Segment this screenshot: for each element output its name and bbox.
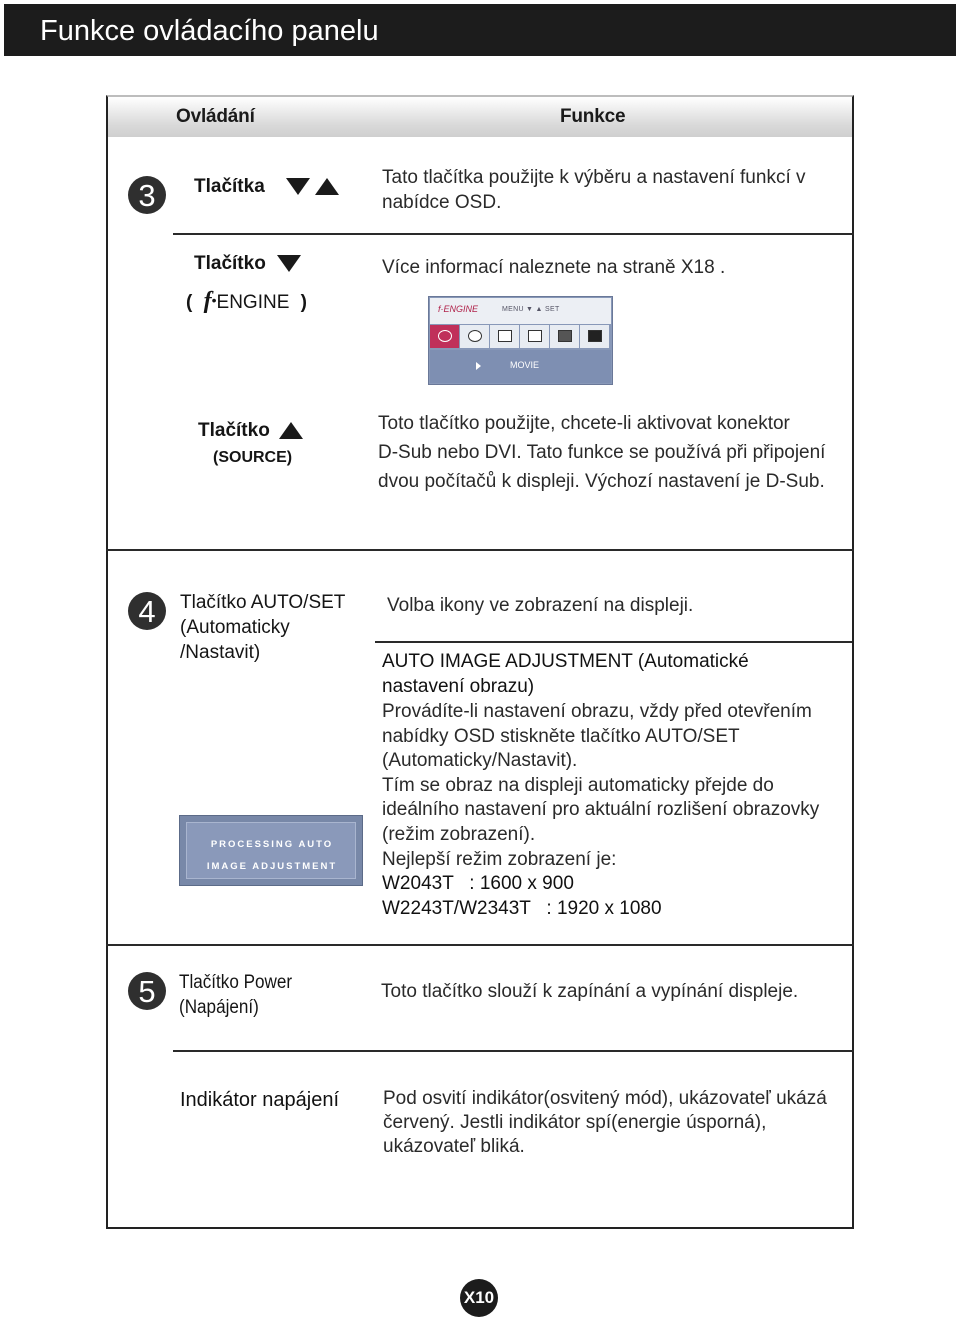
fengine-controls-hint: MENU ▼ ▲ SET — [502, 306, 560, 313]
fengine-button-label-text: Tlačítko — [194, 253, 266, 274]
source-button-label — [198, 419, 303, 443]
internet-icon — [460, 325, 489, 348]
section-divider — [106, 944, 854, 946]
nav-buttons-label-text: Tlačítka — [194, 176, 265, 197]
normal-icon — [520, 325, 549, 348]
paren-close: ) — [300, 292, 307, 313]
f-engine-logo-letter: f — [203, 288, 212, 314]
user-icon — [490, 325, 519, 348]
heading-line: nastavení obrazu) — [382, 675, 535, 697]
indicator-text-line: Pod osvití indikátor(osvitený mód), ukázovateľ ukázá — [383, 1088, 827, 1109]
processing-text-line: PROCESSING AUTO — [210, 839, 334, 850]
section-number-5: 5 — [128, 972, 166, 1010]
body-line: (Automaticky/Nastavit). — [382, 750, 578, 772]
body-line: Nejlepší režim zobrazení je: — [382, 848, 617, 870]
display-mode-line: W2043T : 1600 x 900 — [382, 873, 574, 895]
exit-icon — [550, 325, 579, 348]
heading-line: AUTO IMAGE ADJUSTMENT (Automatické — [382, 651, 749, 672]
power-button-label — [179, 970, 292, 1020]
page-number-badge: X10 — [460, 1279, 498, 1317]
fengine-menu-topbar — [430, 298, 611, 324]
source-text-line: dvou počítačů k displeji. Výchozí nastavení je D-Sub. — [378, 471, 825, 492]
fengine-selected-mode: MOVIE — [510, 360, 540, 370]
body-line: ideálního nastavení pro aktuální rozlišení obrazovky — [382, 799, 820, 821]
auto-set-description: Volba ikony ve zobrazení na displeji. — [387, 595, 694, 616]
processing-auto-osd-box — [179, 815, 363, 886]
divider — [173, 1050, 854, 1052]
source-text-line: D-Sub nebo DVI. Tato funkce se používá při připojení — [378, 442, 826, 463]
divider — [375, 641, 852, 643]
up-arrow-icon — [315, 178, 339, 195]
auto-set-label-line: Tlačítko AUTO/SET — [180, 592, 346, 613]
nav-buttons-text-line: Tato tlačítka použijte k výběru a nastavení funkcí v — [382, 167, 806, 188]
fengine-button-sub — [186, 288, 307, 315]
fengine-osd-menu — [428, 296, 613, 385]
fengine-selected-row — [430, 350, 611, 383]
auto-set-button-label — [180, 590, 345, 665]
power-indicator-label: Indikátor napájení — [180, 1089, 340, 1111]
paren-open: ( — [186, 292, 193, 313]
auto-set-label-line: (Automaticky — [180, 617, 290, 638]
nav-buttons-label — [194, 175, 339, 199]
body-line: nabídky OSD stiskněte tlačítko AUTO/SET — [382, 725, 740, 747]
source-button-sub: (SOURCE) — [213, 449, 293, 466]
body-line: Provádíte-li nastavení obrazu, vždy před otevřením — [382, 701, 812, 722]
body-line: (režim zobrazení). — [382, 823, 536, 845]
fengine-brand: f·ENGINE — [438, 304, 479, 314]
column-header-function: Funkce — [560, 106, 626, 127]
fengine-description: Více informací naleznete na straně X18 . — [382, 257, 726, 278]
column-header-control: Ovládání — [176, 106, 255, 127]
up-arrow-icon — [279, 422, 303, 439]
divider — [173, 233, 854, 235]
power-description: Toto tlačítko slouží k zapínání a vypínání displeje. — [381, 981, 799, 1002]
power-indicator-description — [383, 1087, 827, 1159]
nav-buttons-text-line: nabídce OSD. — [382, 191, 502, 213]
source-button-label-text: Tlačítko — [198, 420, 270, 441]
section-divider — [106, 549, 854, 551]
processing-box-inner — [186, 822, 356, 879]
auto-image-adjustment-body — [382, 700, 819, 921]
down-arrow-icon — [277, 255, 301, 272]
source-text-line: Toto tlačítko použijte, chcete-li aktivovat konektor — [378, 413, 790, 434]
dot-icon: • — [211, 292, 217, 308]
fengine-button-label — [194, 252, 301, 276]
table-header — [108, 97, 852, 137]
indicator-text-line: ukázovateľ bliká. — [383, 1136, 525, 1157]
movie-icon — [430, 325, 459, 348]
nav-buttons-description — [382, 166, 806, 215]
power-label-line: Tlačítko Power — [179, 972, 293, 993]
power-label-line: (Napájení) — [179, 997, 259, 1018]
source-description — [378, 409, 825, 496]
auto-set-label-line: /Nastavit) — [180, 642, 261, 663]
section-number-4: 4 — [128, 592, 166, 630]
auto-image-adjustment-heading — [382, 650, 749, 699]
down-arrow-icon — [286, 178, 310, 195]
body-line: Tím se obraz na displeji automaticky přejde do — [382, 774, 774, 796]
indicator-text-line: červený. Jestli indikátor spí(energie úsporná), — [383, 1112, 767, 1133]
page-title: Funkce ovládacího panelu — [4, 4, 956, 56]
play-arrow-icon — [476, 362, 481, 370]
fengine-name: ENGINE — [216, 292, 290, 313]
processing-text-line: IMAGE ADJUSTMENT — [206, 861, 338, 872]
fengine-icon-row — [430, 325, 611, 348]
section-number-3: 3 — [128, 176, 166, 214]
demo-icon — [580, 325, 609, 348]
display-mode-line: W2243T/W2343T : 1920 x 1080 — [382, 897, 662, 919]
